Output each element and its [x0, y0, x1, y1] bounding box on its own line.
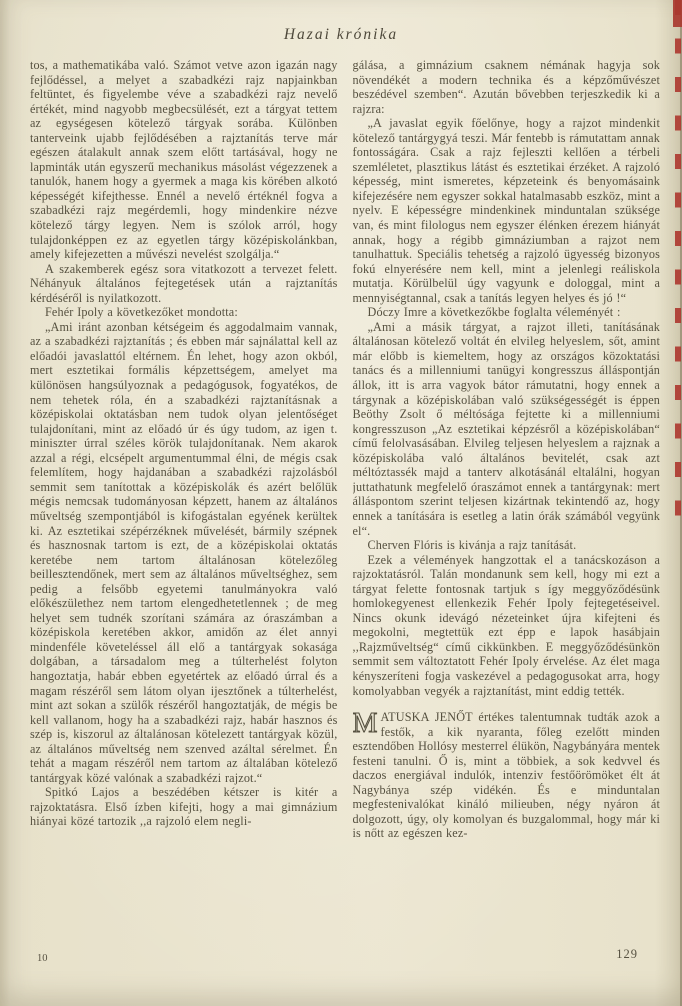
paragraph: „Ami a másik tárgyat, a rajzot illeti, tanításának általánosan kötelező voltát én elvileg helyeslem, sőt, amint már előbb is kiemeltem, hogy az országos közoktatási tanács és a millenniumi tanügyi kongresszus álláspontján állok, itt is arra vagyok bátor rámutatni, hogy ennek a tárgynak a középiskolában való szükségességét is éppen Beöthy Zsolt ő méltósága fejtette ki a millenniumi kongresszuson „Az esztetikai képzésről a középiskolában“ című felolvasásában. Elvileg teljesen helyeslem a rajznak a középiskolába való általános bevitelét, csak azt méltóztassék majd a tanterv alkotásánál eltalálni, hogyan juttathatunk megfelelő óraszámot ennek a tantárgynak: mert álláspontom szerint teljesen kizártnak tekintendő az, hogy ennek a tanítására is esetleg a latin órák számából vegyünk el“.: [352, 319, 660, 538]
paragraph: A szakemberek egész sora vitatkozott a tervezet felett. Néhányuk általános fejtegetések után a rajztanítás kérdéséről is nyilatkozott.: [30, 261, 338, 305]
paragraph: gálása, a gimnázium csaknem némának hagyja sok növendékét a modern technika és a képzőművészet beszédével szemben“. Azután bővebben terjeszkedik ki a rajzra:: [352, 58, 660, 116]
page-number-left: 10: [37, 953, 48, 964]
column-left: [30, 58, 338, 950]
paragraph: Cherven Flóris is kivánja a rajz tanítását.: [367, 538, 577, 553]
paragraph: Ezek a vélemények hangzottak el a tanácskozáson a rajzoktatásról. Talán mondanunk sem kell, hogy mi ezt a tárgyat felette fontosnak tartjuk s így meggyőződésünk homlokegyenest ellenkezik Fehér Ipoly fejtegetéseivel. Nincs okunk idevágó nézeteinket újra kifejteni és megokolni, megtettük ezt épp e lapok hasábjain ,,Rajzműveltség“ című cikkünkben. E meggyőződésünkön semmit sem változtatott Fehér Ipoly érvelése. Az élet maga kényszeríteni fogja vaskezével a pedagogusokat arra, hogy komolyabban vegyék a rajztanítást, mint eddig tették.: [352, 552, 660, 698]
red-edge-marks: [675, 0, 681, 534]
column-right: [353, 58, 661, 950]
paragraph: „A javaslat egyik főelőnye, hogy a rajzot mindenkit kötelező tantárgygyá teszi. Már fentebb is rámutattam annak fontosságára. Csak a rajz fejleszti kellően a térbeli szemléletet, plasztikus látást és esztetikai érzéket. A rajzoló képesség, mint ismeretes, képzeteink és benyomásaink kifejezésére nem egyszer sokkal hatalmasabb eszköz, mint a nyelv. E képességre mindenkinek minduntalan szüksége van, és mint filologus nem egyszer élénken érezem hiányát annak, hogy a régibb gimnáziumban a rajzot nem tanulhattuk. Speciális tehetség a rajzoló ügyesség bizonyos fokú elnyerésére nem kell, mint a jelenlegi reáliskola mutatja. Körülbelül úgy vagyunk e dologgal, mint a mennyiségtannal, csak a tanítás legyen helyes és jó !“: [352, 116, 660, 305]
paragraph: tos, a mathematikába való. Számot vetve azon igazán nagy fejlődéssel, a melyet a szabadkézi rajz napjainkban feltüntet, és figyelembe véve a szabadkézi rajz nevelő értékét, mind nagyobb megbecsülését, ezt a tárgyat tettem az egységesen kötelező tárgyak sorába. Különben tanterveink ujabb fejlődésében a rajztanítás terve már egészen átalakult annak szem előtt tartásával, hogy ne lapminták után egyszerű mechanikus másolást végezzenek a tanulók, hanem hogy a gyermek a maga kis körében alkotó képességét kifejthesse. Ennél a nevelő értéknél fogva a szabadkézi rajz megérdemli, hogy mindenkire nézve kötelező tárgy legyen. Nem is szólok arról, hogy tulajdonképpen ez az egyetlen tárgy középiskolánkban, amely kifejezetten a művészi nevelést szolgálja.“: [30, 58, 338, 262]
page-header-title: Hazai krónika: [283, 26, 399, 43]
page-number-right: 129: [616, 947, 638, 961]
paragraph: Spitkó Lajos a beszédében kétszer is kitér a rajzoktatásra. Első ízben kifejti, hogy a mai gimnázium hiányai közé tartozik ,,a rajzoló elem negli-: [30, 785, 338, 829]
paragraph-text: ATUSKA JENŐT értékes talentumnak tudták azok a festők, a kik nyaranta, főleg ezelőtt minden esztendőben Hollósy mesterrel élükön, Nagybányára mentek festeni tanulni. Ő is, mint a többiek, a sok kedvvel és daczos energiával indulók, intenziv festőörömöket élt át Nagybánya szép vidékén. És e minduntalan megfestenivalókat kináló milieuben, négy nyáron át dolgozott, úgy, oly komolyan és buzgalommal, hogy már ki is nőtt az egészen kez-: [352, 710, 660, 841]
text-columns: [30, 58, 660, 950]
paragraph: Fehér Ipoly a következőket mondotta:: [45, 305, 238, 320]
red-corner-mark: [673, 0, 682, 27]
paragraph: „Ami iránt azonban kétségeim és aggodalmaim vannak, az a szabadkézi rajztanítás ; és ebben már sajnálattal kell az előadói javaslattól eltérnem. Én lehet, hogy azon okból, mert esztetikai formális képzettségem, amelyet ma különösen hangsúlyoznak a pedagógusok, fogyatékos, de nem tehetek róla, én a szabadkézi rajztanításnak a középiskolai oktatásban nem tudok olyan jelentőséget tulajdonítani, mint az előadó úr és úgy tudom, az igen t. miniszter úrral széles körök tulajdonítanak. Nem akarok azzal a régi, elcsépelt argumentummal élni, de mégis csak felemlítem, hogy hajdanában a szabadkézi rajzolásból semmit sem tanítottak a középiskolák és azért belőlük mégis nemcsak tudományosan képzett, hanem az általános műveltség szempontjából is kifogástalan egyének kerültek ki. Az esztetikai szépérzéknek művelését, bármily szépnek és hasznosnak tartom is ezt, de a középiskolai oktatás keretébe nem tartom általánosan kötelezőleg beillesztendőnek, mert sem az általános műveltséghez, sem pedig a felsőbb egyetemi tanulmányokra való előkészülethez nem tartom elengedhetetlennek ; de meg helyet sem tudnék szorítani számára az óraszámban a középiskola keretében akkor, amidőn az élet annyi mindenféle követeléssel áll elő a tantárgyak sokasága dolgában, a társadalom meg a túlterhelést folyton hangoztatja, habár ebben egyetértek az előadó úrral és a magam részéről sem látom olyan ijesztőnek a túlterhelést, mint azt sokan a szülők részéről hangoztatják, de mégis be kell vallanom, hogy ha a szabadkézi rajz, habár hasznos és szép is, kiszorul az általánosan kötelezett tantárgyak közül, az általános műveltség nem szenved azáltal sérelmet. Én tehát a magam részéről nem tartom az általában kötelező tantárgyak közé valónak a szabadkézi rajzot.“: [30, 319, 338, 785]
paragraph: Dóczy Imre a következőkbe foglalta véleményét :: [367, 305, 621, 320]
paragraph: [353, 710, 661, 841]
drop-cap-letter: M: [352, 708, 378, 740]
